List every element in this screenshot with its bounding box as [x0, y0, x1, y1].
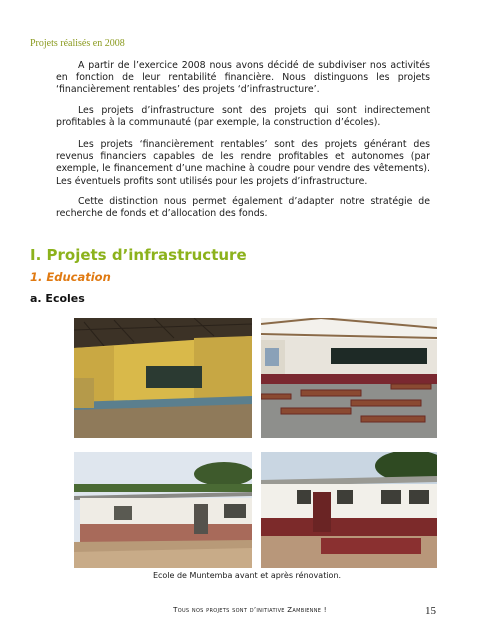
page-number: 15 — [425, 605, 436, 617]
photo-classroom-before — [74, 318, 252, 438]
section-heading: I. Projets d’infrastructure — [30, 246, 247, 264]
photo-caption: Ecole de Muntemba avant et après rénovation. — [152, 571, 342, 580]
running-header: Projets réalisés en 2008 — [30, 38, 125, 49]
paragraph-3: Les projets ‘financièrement rentables’ sont des projets générant des revenus financiers capables de les rendre profitables et autonomes (par exemple, le financement d’une machine à coudre pour vendre des vêtements). Les éventuels profits sont utilisés pour les projets d’infrastructure. — [56, 139, 430, 187]
photo-classroom-after — [261, 318, 437, 438]
photo-building-before — [74, 452, 252, 568]
subsection-heading: 1. Education — [30, 270, 111, 284]
paragraph-4: Cette distinction nous permet également d’adapter notre stratégie de recherche de fonds et d’allocation des fonds. — [56, 196, 430, 220]
paragraph-1: A partir de l’exercice 2008 nous avons décidé de subdiviser nos activités en fonction de leur rentabilité financière. Nous distinguons les projets ‘financièrement rentables’ des projets ‘d’infrastructure’. — [56, 60, 430, 96]
subsubsection-heading: a. Ecoles — [30, 292, 85, 305]
photo-building-after — [261, 452, 437, 568]
paragraph-2: Les projets d’infrastructure sont des projets qui sont indirectement profitables à la communauté (par exemple, la construction d’écoles). — [56, 105, 430, 129]
page-footer: Tous nos projets sont d’initiative Zambienne ! — [173, 606, 327, 614]
